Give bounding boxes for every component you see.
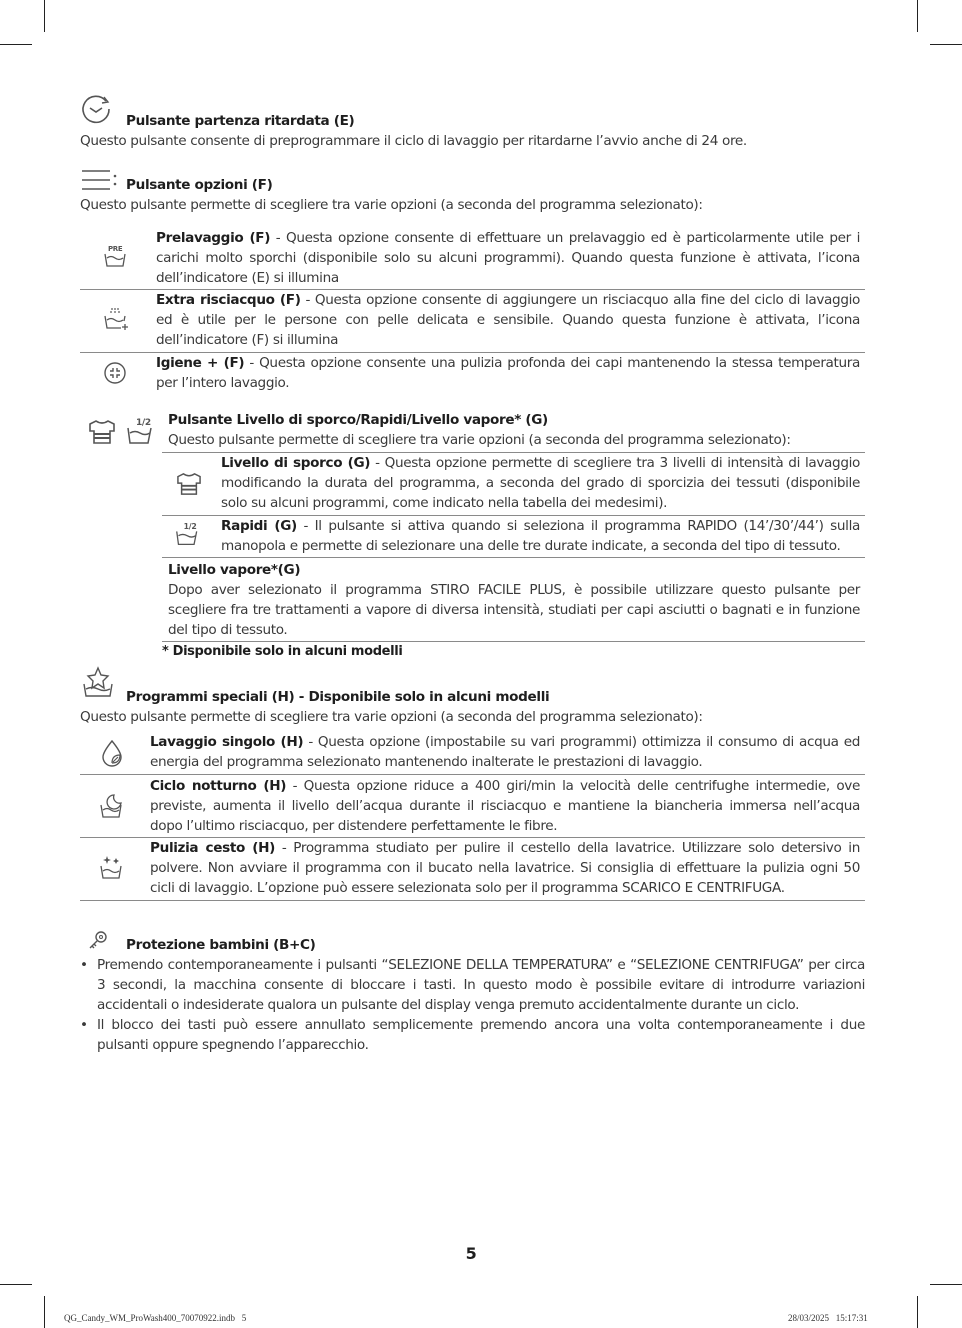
clock-delay-icon: [80, 93, 114, 125]
special-programs-icon: [82, 666, 114, 698]
single-wash-desc: - Questa opzione (impostabile su vari programmi) ottimizza il consumo di acqua ed energia del programma selezionato mantenendo inalterate le prestazioni di lavaggio.: [150, 734, 860, 770]
bullet-dot: •: [80, 1017, 88, 1033]
svg-text:1/2: 1/2: [183, 521, 197, 531]
night-cycle-icon: [99, 793, 125, 819]
hygiene-icon: [103, 361, 127, 385]
rapid-name: Rapidi (G): [221, 518, 297, 534]
hygiene-text: [156, 353, 860, 393]
night-cycle-name: Ciclo notturno (H): [150, 778, 287, 794]
hygiene-desc: - Questa opzione consente una pulizia profonda dei capi mantenendo la stessa temperatura per l’intero lavaggio.: [156, 355, 861, 391]
soil-level-desc: - Questa opzione permette di scegliere tra 3 livelli di intensità di lavaggio modificando la durata del programma, a seconda del grado di sporcizia dei tessuti (disponibile solo su alcuni programmi, come indicato nella tabella dei medesimi).: [221, 455, 860, 511]
special-body: Questo pulsante permette di scegliere tra varie opzioni (a seconda del programma selezionato):: [80, 709, 703, 725]
availability-note: * Disponibile solo in alcuni modelli: [162, 644, 403, 659]
rapid-icon: [175, 520, 201, 548]
single-wash-name: Lavaggio singolo (H): [150, 734, 304, 750]
extra-rinse-desc: - Questa opzione consente di aggiungere un risciacquo alla fine del ciclo di lavaggio ed è utile per le persone con pelle delicata e sensibile. Quando questa funzione è attivata, l’icona dell’indicatore (F) si illumina: [156, 292, 860, 348]
child-lock-bullet-2: Il blocco dei tasti può essere annullato semplicemente premendo ancora una volta contemporaneamente i due pulsanti oppure spegnendo l’apparecchio.: [97, 1017, 865, 1053]
child-lock-bullet-1: Premendo contemporaneamente i pulsanti “SELEZIONE DELLA TEMPERATURA” e “SELEZIONE CENTRIFUGA” per circa 3 secondi, la macchina consente di bloccare i tasti. In questo modo è possibile evitare di introdurre variazioni accidentali o indesiderate qualora un pulsante del display venga premuto accidentalmente durante un ciclo.: [97, 957, 865, 1013]
soil-body: Questo pulsante permette di scegliere tra varie opzioni (a seconda del programma selezionato):: [168, 432, 791, 448]
soil-level-name: Livello di sporco (G): [221, 455, 371, 471]
rapid-text: [221, 516, 860, 556]
key-icon: [87, 929, 109, 951]
steam-title: Livello vapore*(G): [168, 562, 301, 578]
night-cycle-desc: - Questa opzione riduce a 400 giri/min la velocità delle centrifughe intermedie, ove previste, aumenta il livello dell’acqua durante il risciacquo e mantiene la biancheria immersa nell’acqua dopo l’ultimo risciacquo, per distendere perfettamente le fibre.: [150, 778, 860, 834]
night-cycle-text: [150, 776, 860, 836]
bullet-dot: •: [80, 957, 88, 973]
single-wash-text: [150, 732, 860, 772]
crop-mark: [0, 1284, 32, 1285]
options-body: Questo pulsante permette di scegliere tra varie opzioni (a seconda del programma selezionato):: [80, 197, 703, 213]
soil-level-icon: [87, 419, 117, 445]
extra-rinse-name: Extra risciacquo (F): [156, 292, 301, 308]
drum-clean-text: [150, 838, 860, 898]
footer-date: 28/03/2025 15:17:31: [788, 1313, 868, 1323]
crop-mark: [0, 44, 32, 45]
crop-mark: [930, 44, 962, 45]
rapid-half-icon: [126, 416, 156, 446]
soil-title: Pulsante Livello di sporco/Rapidi/Livello vapore* (G): [168, 412, 548, 428]
drum-clean-icon: [99, 854, 125, 880]
svg-text:PRE: PRE: [108, 245, 123, 253]
options-icon: [82, 168, 118, 192]
soil-level-icon-small: [175, 472, 203, 496]
options-title: Pulsante opzioni (F): [126, 177, 273, 193]
footer-file: QG_Candy_WM_ProWash400_70070922.indb 5: [64, 1313, 247, 1323]
crop-mark: [917, 1296, 918, 1328]
rapid-desc: - Il pulsante si attiva quando si seleziona il programma RAPIDO (14’/30’/44’) sulla manopola e permette di selezionare una delle tre durate indicate, a seconda del tipo di tessuto.: [221, 518, 860, 554]
prewash-name: Prelavaggio (F): [156, 230, 271, 246]
prewash-icon: [103, 244, 127, 268]
delay-title: Pulsante partenza ritardata (E): [126, 113, 355, 129]
drum-clean-name: Pulizia cesto (H): [150, 840, 276, 856]
delay-body: Questo pulsante consente di preprogrammare il ciclo di lavaggio per ritardarne l’avvio anche di 24 ore.: [80, 133, 747, 149]
crop-mark: [44, 1296, 45, 1328]
steam-body: Dopo aver selezionato il programma STIRO FACILE PLUS, è possibile utilizzare questo pulsante per scegliere fra tre trattamenti a vapore di diversa intensità, studiati per capi asciutti o bagnati e in funzione del tipo di tessuto.: [168, 582, 860, 638]
page-number: 5: [465, 1244, 477, 1263]
crop-mark: [917, 0, 918, 32]
svg-text:1/2: 1/2: [136, 418, 151, 428]
prewash-desc: - Questa opzione consente di effettuare un prelavaggio ed è particolarmente utile per i carichi molto sporchi (disponibile solo su alcuni programmi). Quando questa funzione è attivata, l’icona dell’indicatore (E) si illumina: [156, 230, 860, 286]
crop-mark: [930, 1284, 962, 1285]
eco-drop-icon: [100, 739, 126, 767]
soil-level-text: [221, 453, 860, 513]
extra-rinse-icon: [103, 306, 129, 332]
hygiene-name: Igiene + (F): [156, 355, 245, 371]
prewash-text: [156, 228, 860, 288]
extra-rinse-text: [156, 290, 860, 350]
crop-mark: [44, 0, 45, 32]
special-title: Programmi speciali (H) - Disponibile solo in alcuni modelli: [126, 689, 550, 705]
drum-clean-desc: - Programma studiato per pulire il cestello della lavatrice. Utilizzare solo detersivo in polvere. Non avviare il programma con il bucato nella lavatrice. Si consiglia di effettuare la pulizia ogni 50 cicli di lavaggio. L’opzione può essere selezionata solo per il programma SCARICO E CENTRIFUGA.: [150, 840, 860, 896]
child-lock-title: Protezione bambini (B+C): [126, 937, 316, 953]
